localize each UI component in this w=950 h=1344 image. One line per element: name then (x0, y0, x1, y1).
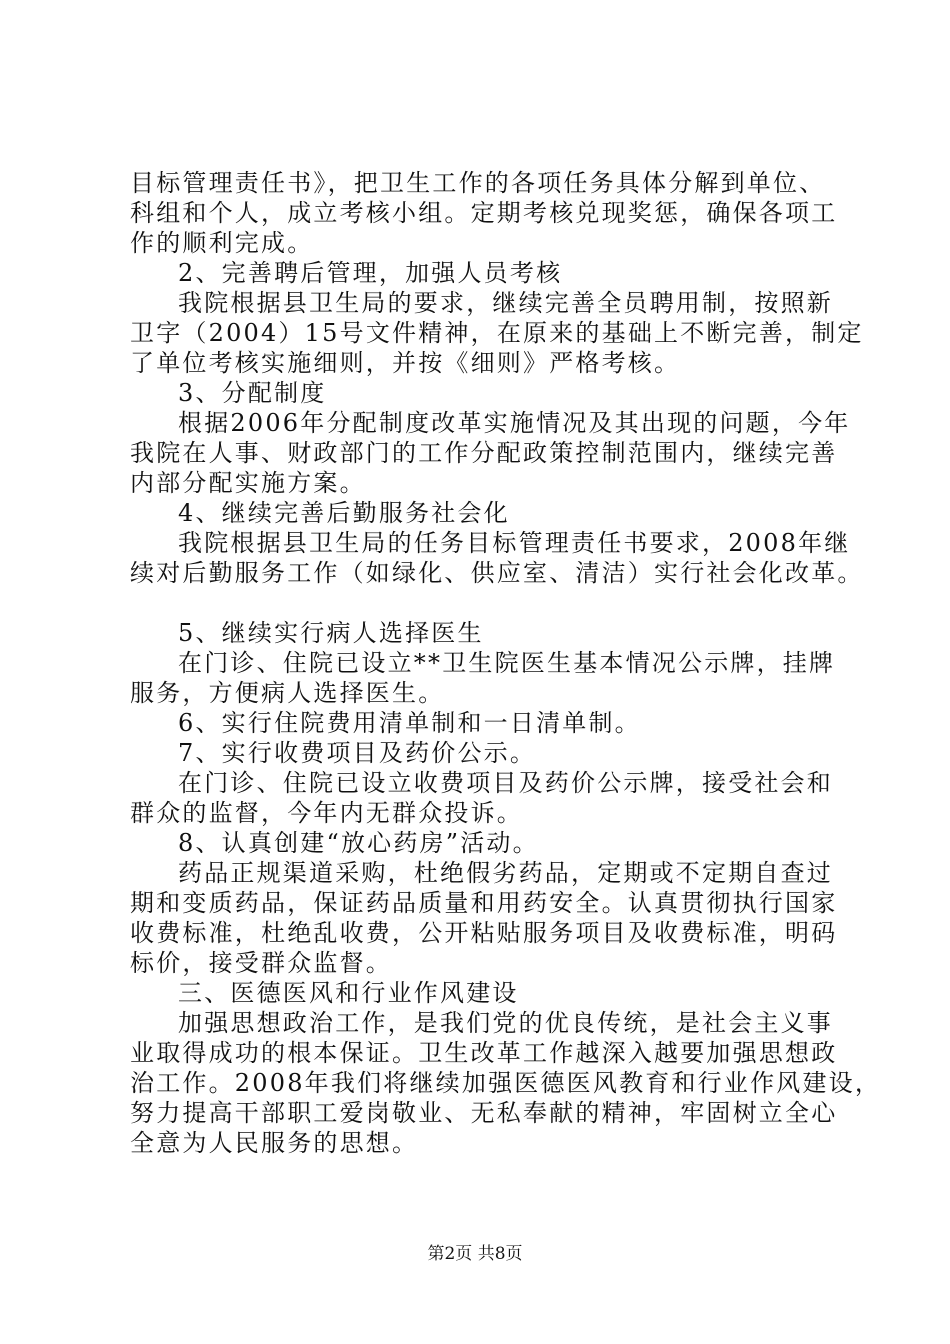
text-line: 群众的监督，今年内无群众投诉。 (130, 799, 523, 827)
text-line: 收费标准，杜绝乱收费，公开粘贴服务项目及收费标准，明码 (130, 919, 838, 947)
text-line: 我院根据县卫生局的要求，继续完善全员聘用制，按照新 (178, 289, 833, 317)
text-line: 服务，方便病人选择医生。 (130, 679, 445, 707)
text-line: 在门诊、住院已设立收费项目及药价公示牌，接受社会和 (178, 769, 833, 797)
text-line: 在门诊、住院已设立**卫生院医生基本情况公示牌，挂牌 (178, 649, 836, 677)
text-line: 药品正规渠道采购，杜绝假劣药品，定期或不定期自查过 (178, 859, 833, 887)
text-line: 续对后勤服务工作（如绿化、供应室、清洁）实行社会化改革。 (130, 559, 864, 587)
text-line: 三、医德医风和行业作风建设 (178, 979, 519, 1007)
text-line: 3、分配制度 (178, 379, 327, 407)
text-line: 卫字（2004）15号文件精神，在原来的基础上不断完善，制定 (130, 319, 864, 347)
text-line: 6、实行住院费用清单制和一日清单制。 (178, 709, 641, 737)
text-line: 了单位考核实施细则，并按《细则》严格考核。 (130, 349, 681, 377)
text-line: 全意为人民服务的思想。 (130, 1129, 419, 1157)
document-body (130, 168, 882, 1158)
text-line: 作的顺利完成。 (130, 229, 314, 257)
text-line: 业取得成功的根本保证。卫生改革工作越深入越要加强思想政 (130, 1039, 838, 1067)
page-footer: 第2页 共8页 (427, 1244, 523, 1264)
text-line: 标价，接受群众监督。 (130, 949, 392, 977)
text-line: 根据2006年分配制度改革实施情况及其出现的问题，今年 (178, 409, 851, 437)
text-line: 4、继续完善后勤服务社会化 (178, 499, 510, 527)
text-line: 内部分配实施方案。 (130, 469, 366, 497)
text-line: 我院在人事、财政部门的工作分配政策控制范围内，继续完善 (130, 439, 838, 467)
text-line: 7、实行收费项目及药价公示。 (178, 739, 537, 767)
text-line: 期和变质药品，保证药品质量和用药安全。认真贯彻执行国家 (130, 889, 838, 917)
text-line: 目标管理责任书》，把卫生工作的各项任务具体分解到单位、 (130, 169, 826, 197)
text-line: 努力提高干部职工爱岗敬业、无私奉献的精神，牢固树立全心 (130, 1099, 838, 1127)
text-line: 治工作。2008年我们将继续加强医德医风教育和行业作风建设， (130, 1069, 882, 1097)
text-line: 科组和个人，成立考核小组。定期考核兑现奖惩，确保各项工 (130, 199, 838, 227)
text-line: 5、继续实行病人选择医生 (178, 619, 484, 647)
blank-line (130, 588, 850, 618)
text-line: 8、认真创建“放心药房”活动。 (178, 829, 539, 857)
text-line: 加强思想政治工作，是我们党的优良传统，是社会主义事 (178, 1009, 833, 1037)
text-line: 我院根据县卫生局的任务目标管理责任书要求，2008年继 (178, 529, 851, 557)
text-line: 2、完善聘后管理，加强人员考核 (178, 259, 563, 287)
